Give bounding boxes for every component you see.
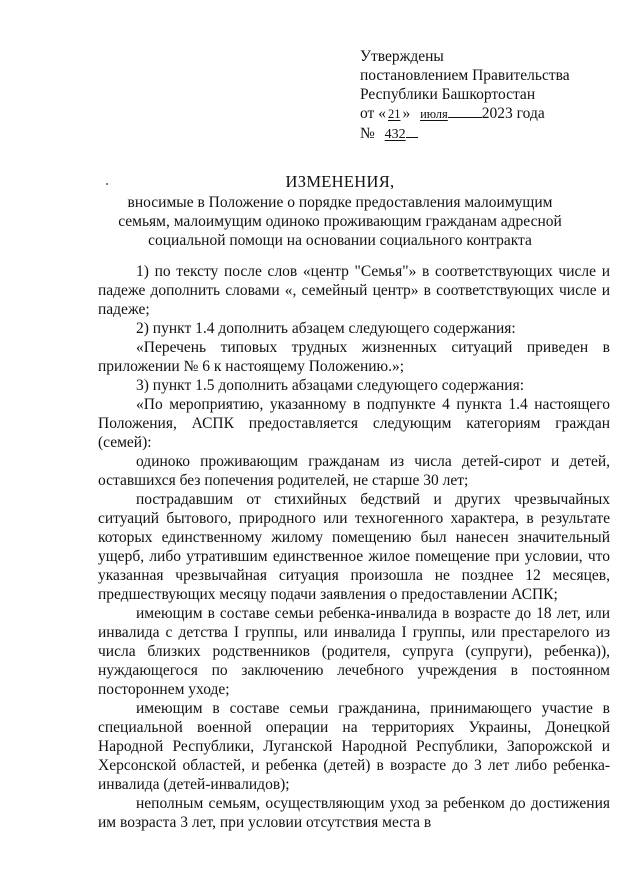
document-title: ИЗМЕНЕНИЯ, (285, 172, 395, 191)
approval-number (360, 124, 620, 144)
paragraph-2: 2) пункт 1.4 дополнить абзацем следующего содержания: (136, 320, 516, 337)
paragraph-4: 3) пункт 1.5 дополнить абзацами следующего содержания: (136, 377, 525, 394)
paragraph-9: имеющим в составе семьи гражданина, принимающего участие в специальной военной операции на территориях Украины, Донецкой Народной Республики, Луганской Народной Республики, Запорожской и Херсонской областей, и ребенка (детей) в возрасте до 3 лет либо ребенка-инвалида (детей-инвалидов); (98, 700, 610, 793)
number-value: 432 (384, 127, 406, 142)
paragraph-5: «По мероприятию, указанному в подпункте 4 пункта 1.4 настоящего Положения, АСПК предоставляется следующим категориям граждан (семей): (98, 396, 610, 451)
date-prefix: от « (360, 105, 386, 122)
subtitle-line-1: вносимые в Положение о порядке предоставления малоимущим (127, 194, 553, 211)
paragraph-10: неполным семьям, осуществляющим уход за ребенком до достижения им возраста 3 лет, при условии отсутствия места в (98, 795, 610, 831)
subtitle-line-3: социальной помощи на основании социального контракта (148, 232, 532, 249)
date-month: июля (420, 107, 448, 121)
date-blank (448, 104, 482, 118)
approval-line-1: Утверждены (360, 48, 444, 65)
date-year: 2023 года (481, 105, 545, 122)
paragraph-8: имеющим в составе семьи ребенка-инвалида в возрасте до 18 лет, или инвалида с детства I группы, или инвалида I группы, или престарелого из числа близких родственников (родителя, супруга (супруги), ребенка)), нуждающегося по заключению лечебного учреждения в постоянном постороннем уходе; (98, 605, 610, 698)
document-subtitle (60, 193, 620, 250)
paragraph-1: 1) по тексту после слов «центр "Семья"» в соответствующих числе и падеже дополнить словами «, семейный центр» в соответствующих числе и падеже; (98, 263, 610, 318)
paragraph-6: одиноко проживающим гражданам из числа детей-сирот и детей, оставшихся без попечения родителей, не старше 30 лет; (98, 453, 610, 489)
approval-line-3: Республики Башкортостан (360, 86, 536, 103)
approval-block (360, 47, 620, 144)
subtitle-line-2: семьям, малоимущим одиноко проживающим гражданам адресной (118, 213, 562, 230)
date-day: 21 (387, 107, 401, 121)
number-blank (406, 124, 418, 138)
paragraph-7: пострадавшим от стихийных бедствий и других чрезвычайных ситуаций бытового, природного или техногенного характера, в результате которых единственному жилому помещению был нанесен значительный ущерб, либо утратившим единственное жилое помещение при условии, что указанная чрезвычайная ситуация произошла не позднее 12 месяцев, предшествующих месяцу подачи заявления о предоставлении АСПК; (98, 491, 610, 603)
date-mid: » (402, 105, 411, 122)
approval-line-2: постановлением Правительства (360, 67, 570, 84)
document-body (98, 262, 610, 832)
paragraph-3: «Перечень типовых трудных жизненных ситуаций приведен в приложении № 6 к настоящему Положению.»; (98, 339, 610, 375)
number-prefix: № (360, 125, 375, 142)
approval-date (360, 104, 620, 124)
